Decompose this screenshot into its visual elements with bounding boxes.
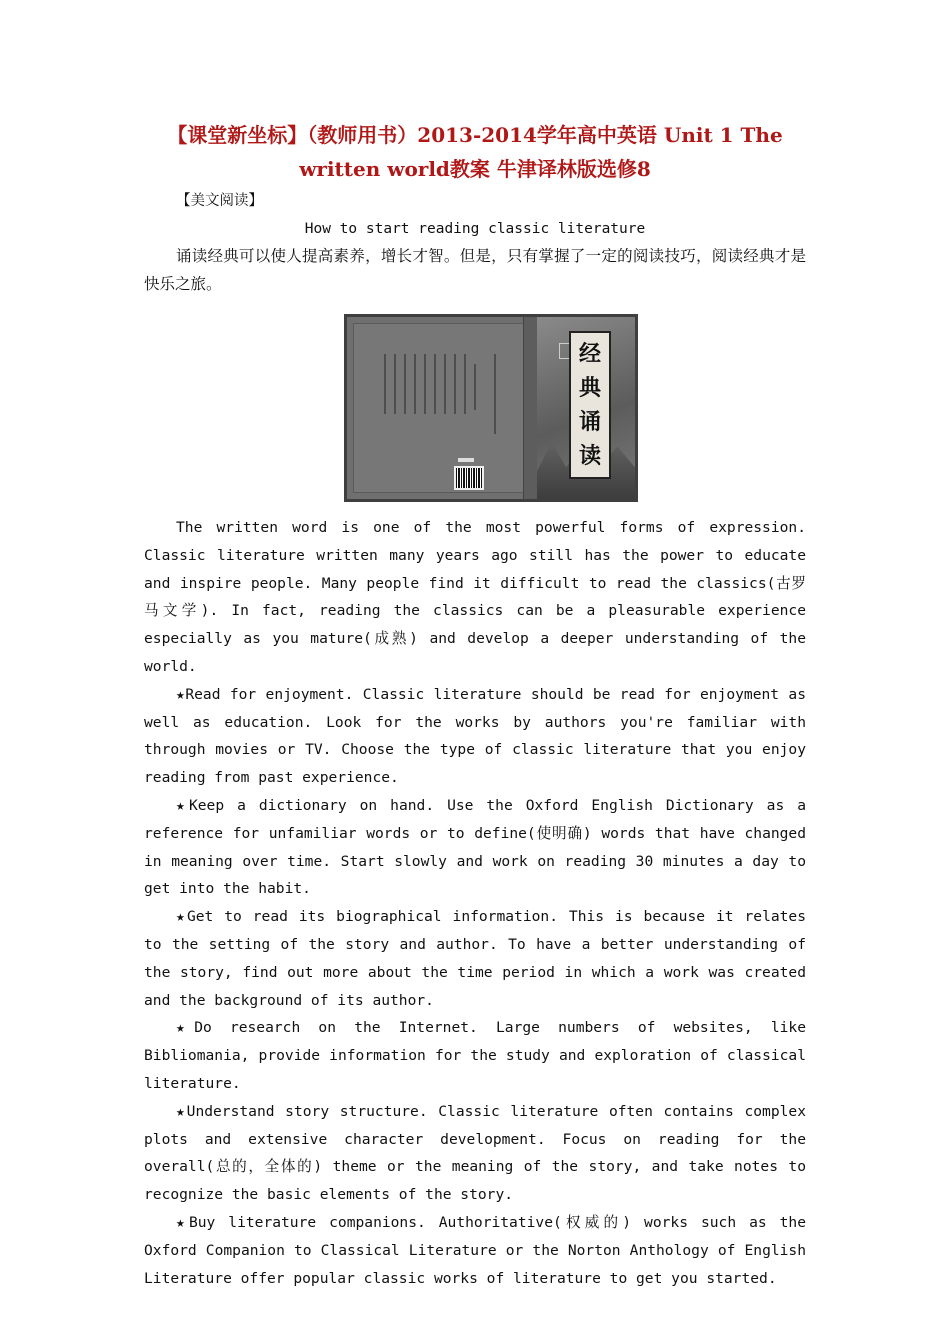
- tip-paragraph: ★Read for enjoyment. Classic literature should be read for enjoyment as well as education. Look for the works by authors you're familiar with through movies or TV. Choose the type of classic literature that you enjoy reading from past experience.: [144, 685, 806, 787]
- book-cover: [344, 314, 638, 502]
- cover-char: 读: [578, 443, 601, 469]
- tip-paragraph: ★Get to read its biographical information. This is because it relates to the setting of the story and author. To have a better understanding of the story, find out more about the time period in which a work was created and the background of its author.: [144, 908, 806, 1009]
- barcode-icon: [454, 466, 484, 490]
- body-paragraph: The written word is one of the most powerful forms of expression. Classic literature written many years ago still has the power to educate and inspire people. Many people find it difficult to read the classics(古罗马文学). In fact, reading the classics can be a pleasurable experience especially as you mature(成熟) and develop a deeper understanding of the world.: [144, 519, 806, 675]
- document-page: [144, 118, 806, 1292]
- intro-paragraph: 诵读经典可以使人提高素养，增长才智。但是，只有掌握了一定的阅读技巧，阅读经典才是快乐之旅。: [144, 247, 806, 293]
- section-label: 【美文阅读】: [176, 193, 263, 209]
- tip-paragraph: ★Buy literature companions. Authoritative(权威的) works such as the Oxford Companion to Classical Literature or the Norton Anthology of English Literature offer popular classic works of literature to get you started.: [144, 1213, 806, 1287]
- article-title: How to start reading classic literature: [304, 221, 646, 237]
- price-label: [458, 458, 474, 462]
- cover-title-box: [569, 331, 611, 479]
- tip-paragraph: ★Do research on the Internet. Large numbers of websites, like Bibliomania, provide information for the study and exploration of classical literature.: [144, 1019, 806, 1092]
- tip-paragraph: ★Understand story structure. Classic literature often contains complex plots and extensive character development. Focus on reading for the overall(总的，全体的) theme or the meaning of the story, and take notes to recognize the basic elements of the story.: [144, 1102, 806, 1204]
- cover-back: [353, 323, 525, 493]
- cover-char: 经: [578, 341, 601, 367]
- book-cover-image: [344, 314, 638, 502]
- document-title: 【课堂新坐标】（教师用书）2013-2014学年高中英语 Unit 1 The written world教案 牛津译林版选修8: [167, 123, 783, 181]
- cover-char: 诵: [578, 409, 601, 435]
- cover-front: [537, 317, 635, 499]
- tip-paragraph: ★Keep a dictionary on hand. Use the Oxford English Dictionary as a reference for unfamiliar words or to define(使明确) words that have changed in meaning over time. Start slowly and work on reading 30 minutes a day to get into the habit.: [144, 796, 806, 898]
- cover-char: 典: [578, 375, 601, 401]
